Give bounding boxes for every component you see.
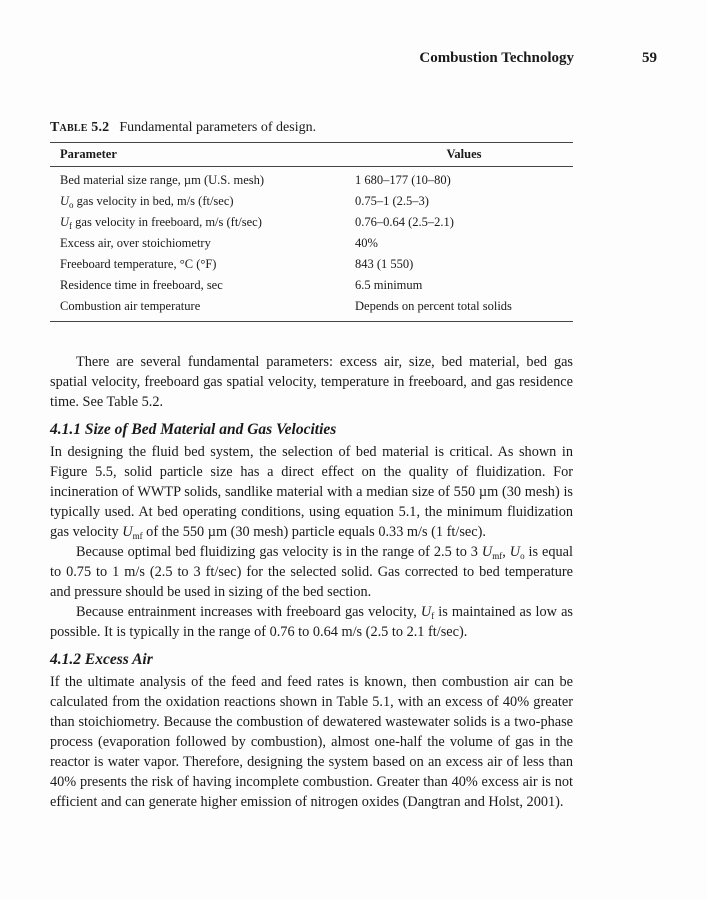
table-cell-value: Depends on percent total solids bbox=[355, 297, 573, 322]
table-row bbox=[50, 276, 573, 297]
table-caption bbox=[50, 120, 573, 136]
table-cell-parameter bbox=[50, 255, 355, 276]
paragraph-text: In designing the fluid bed system, the selection of bed material is critical. As shown in Figure 5.5, solid particle size has a direct effect on the quality of fluidization. For incineration of WWTP solids, sandlike material with a median size of 550 µm (30 mesh) is typically used. At bed operating conditions, using equation 5.1, the minimum fluidization gas velocity bbox=[50, 444, 573, 540]
paragraph-text: of the 550 µm (30 mesh) particle equals 0.33 m/s (1 ft/sec). bbox=[142, 524, 486, 540]
table-row bbox=[50, 297, 573, 322]
param-text: gas velocity in bed, m/s (ft/sec) bbox=[73, 194, 234, 208]
table-header-row bbox=[50, 143, 573, 167]
table-row bbox=[50, 192, 573, 213]
symbol: U bbox=[481, 544, 493, 560]
param-text: Residence time in freeboard, sec bbox=[60, 278, 223, 292]
table-cell-parameter bbox=[50, 213, 355, 234]
table-cell-value: 843 (1 550) bbox=[355, 257, 414, 271]
page-content bbox=[50, 120, 573, 812]
table-cell-value: 0.76–0.64 (2.5–2.1) bbox=[355, 215, 454, 229]
symbol-subscript: f bbox=[69, 221, 73, 231]
running-head bbox=[0, 50, 707, 70]
table-row bbox=[50, 167, 573, 193]
param-text: Combustion air temperature bbox=[60, 299, 201, 313]
param-text: Bed material size range, µm (U.S. mesh) bbox=[60, 173, 265, 187]
column-header-values: Values bbox=[355, 143, 573, 167]
paragraph-text: is maintained as low as possible. It is typically in the range of 0.76 to 0.64 m/s (2.5 to 2.1 ft/sec). bbox=[50, 604, 573, 640]
symbol-subscript: f bbox=[431, 611, 435, 621]
parameters-table bbox=[50, 142, 573, 322]
column-header-parameter: Parameter bbox=[50, 143, 355, 167]
table-row bbox=[50, 255, 573, 276]
table-cell-parameter bbox=[50, 276, 355, 297]
symbol: U bbox=[420, 604, 432, 620]
symbol-subscript: o bbox=[69, 200, 74, 210]
table-cell-value: 0.75–1 (2.5–3) bbox=[355, 194, 429, 208]
table-cell-parameter bbox=[50, 234, 355, 255]
paragraph-text: Because optimal bed fluidizing gas velocity is in the range of 2.5 to 3 bbox=[76, 544, 482, 560]
section-heading-bed-material: 4.1.1 Size of Bed Material and Gas Velocities bbox=[50, 421, 337, 438]
table-row bbox=[50, 234, 573, 255]
table-cell-value: 6.5 minimum bbox=[355, 278, 423, 292]
table-caption-label: Table 5.2 bbox=[50, 120, 110, 135]
param-text: gas velocity in freeboard, m/s (ft/sec) bbox=[72, 215, 262, 229]
paragraph bbox=[50, 542, 573, 602]
table-cell-value: 40% bbox=[355, 236, 378, 250]
paragraph-text: , bbox=[502, 544, 510, 560]
symbol: U bbox=[60, 194, 70, 208]
symbol-subscript: o bbox=[520, 551, 525, 561]
table-cell-value: 1 680–177 (10–80) bbox=[355, 173, 451, 187]
paragraph: If the ultimate analysis of the feed and feed rates is known, then combustion air can be calculated from the oxidation reactions shown in Table 5.1, with an excess of 40% greater than stoichiometry. Because the combustion of dewatered wastewater solids is a two-phase process (evaporation followed by combustion), almost one-half the volume of gas in the reactor is water vapor. Therefore, designing the system based on an excess air of less than 40% presents the risk of having incomplete combustion. Greater than 40% excess air is not efficient and can generate higher emission of nitrogen oxides (Dangtran and Holst, 2001). bbox=[50, 674, 573, 810]
paragraph bbox=[50, 442, 573, 542]
section-heading-excess-air: 4.1.2 Excess Air bbox=[50, 651, 153, 668]
page-number: 59 bbox=[642, 50, 657, 66]
paragraph bbox=[50, 602, 573, 642]
paragraph-text: is equal to 0.75 to 1 m/s (2.5 to 3 ft/sec) for the selected solid. Gas corrected to bed temperature and pressure should be used in sizing of the bed section. bbox=[50, 544, 573, 600]
table-row bbox=[50, 213, 573, 234]
symbol: U bbox=[60, 215, 70, 229]
symbol-subscript: mf bbox=[492, 551, 503, 561]
paragraph-text: Because entrainment increases with freeboard gas velocity, bbox=[76, 604, 421, 620]
symbol-subscript: mf bbox=[132, 531, 143, 541]
table-caption-text: Fundamental parameters of design. bbox=[119, 120, 317, 135]
body-text bbox=[50, 352, 573, 812]
param-text: Excess air, over stoichiometry bbox=[60, 236, 211, 250]
table-cell-parameter bbox=[50, 297, 355, 322]
symbol: U bbox=[122, 524, 133, 540]
running-title: Combustion Technology bbox=[419, 50, 574, 66]
table-cell-parameter bbox=[50, 167, 355, 193]
symbol: U bbox=[509, 544, 521, 560]
param-text: Freeboard temperature, °C (°F) bbox=[60, 257, 217, 271]
intro-paragraph: There are several fundamental parameters: excess air, size, bed material, bed gas spatial velocity, freeboard gas spatial velocity, temperature in freeboard, and gas residence time. See Table 5.2. bbox=[50, 354, 573, 410]
table-cell-parameter bbox=[50, 192, 355, 213]
